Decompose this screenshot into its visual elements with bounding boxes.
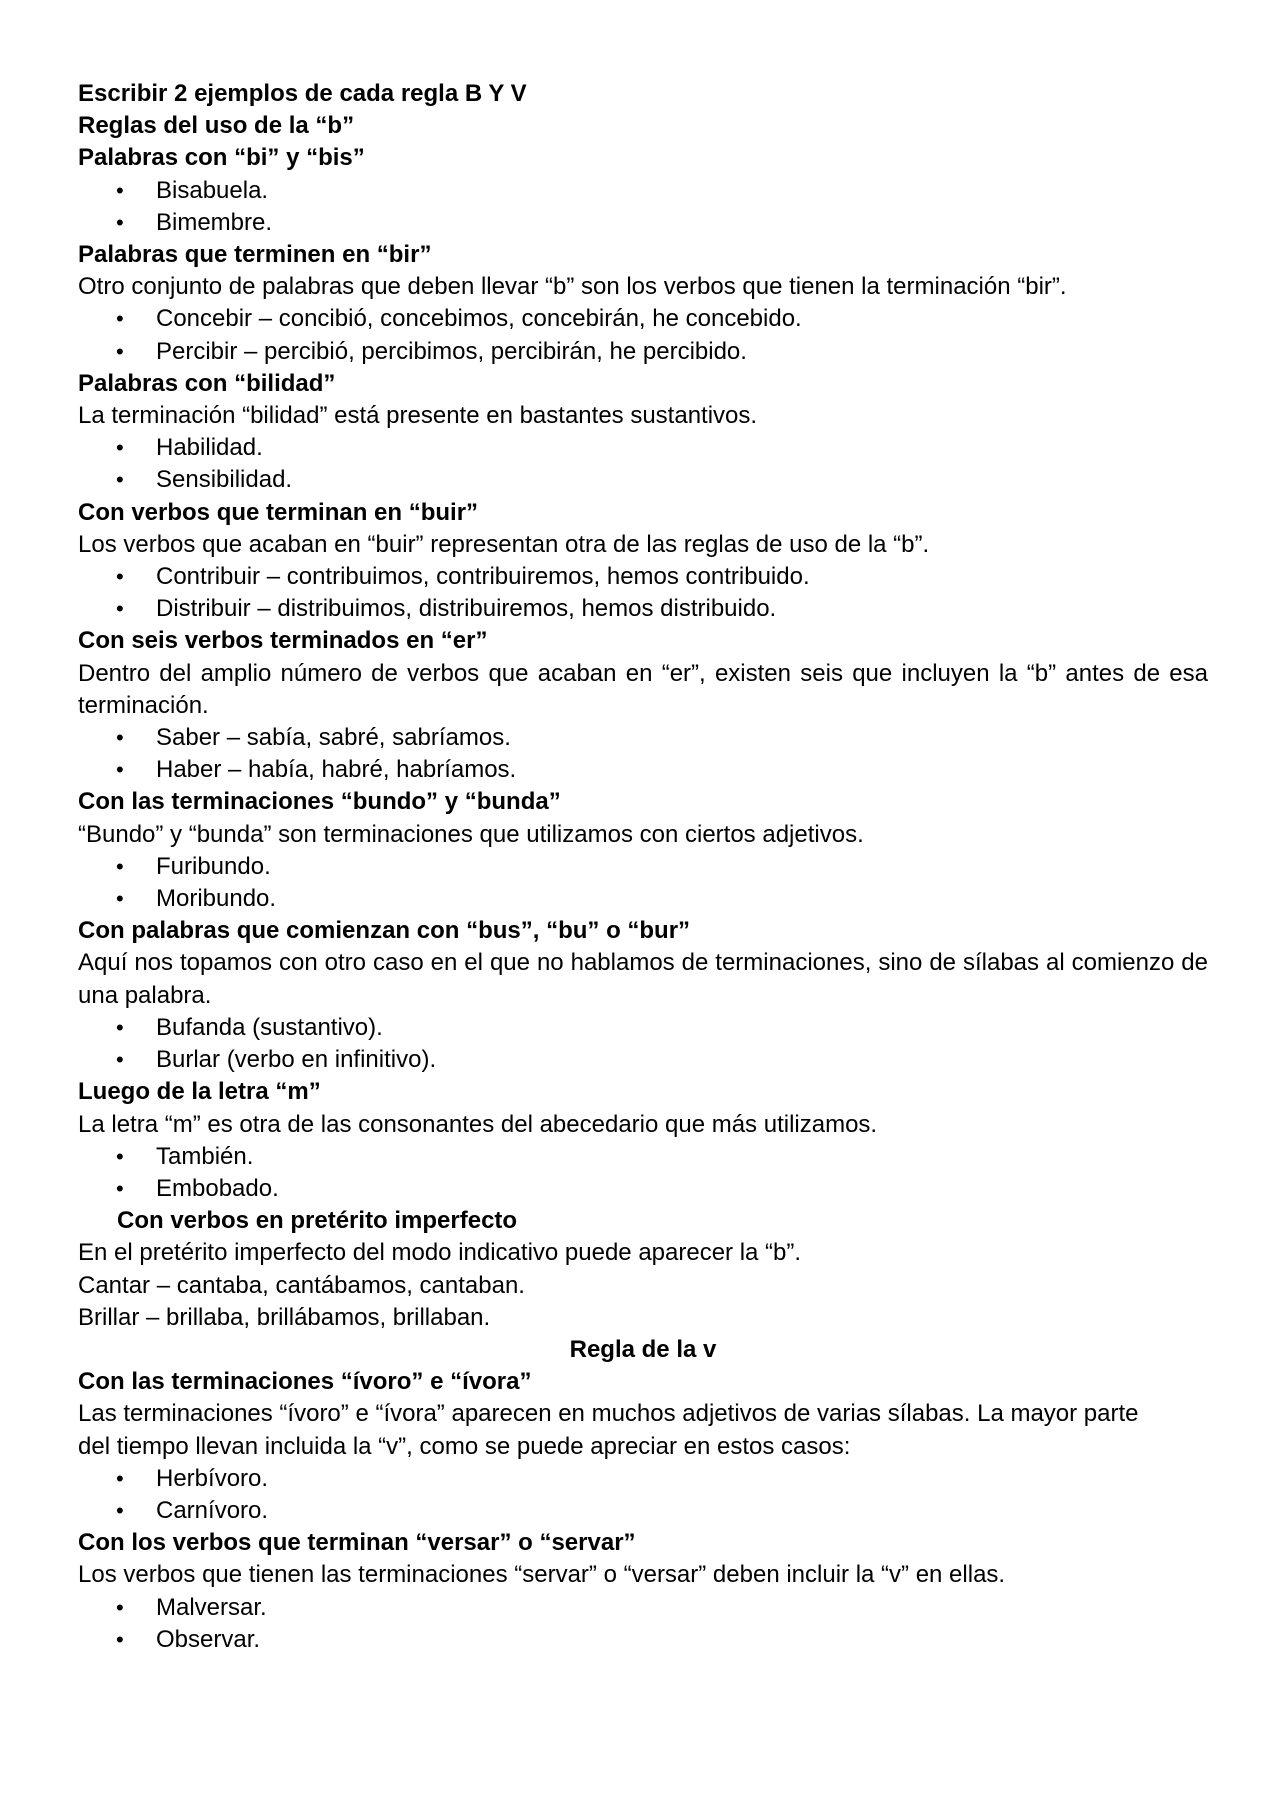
list-item (78, 207, 1208, 239)
example-list (78, 1463, 1208, 1527)
section-heading: Con las terminaciones “ívoro” e “ívora” (78, 1368, 532, 1396)
list-item (78, 303, 1208, 335)
section-heading: Luego de la letra “m” (78, 1078, 321, 1106)
example-list (78, 851, 1208, 915)
example-list (78, 722, 1208, 786)
section-text: La terminación “bilidad” está presente en bastantes sustantivos. (78, 402, 758, 430)
list-item-text: Carnívoro. (156, 1496, 269, 1524)
list-item-text: También. (156, 1142, 254, 1170)
bullet-icon: • (116, 209, 124, 235)
bullet-icon: • (116, 177, 124, 203)
b-rules-heading: Reglas del uso de la “b” (78, 112, 355, 140)
list-item-text: Embobado. (156, 1174, 279, 1202)
section-heading: Con las terminaciones “bundo” y “bunda” (78, 788, 561, 816)
example-list (78, 561, 1208, 625)
bullet-icon: • (116, 1014, 124, 1040)
section-heading: Con los verbos que terminan “versar” o “servar” (78, 1529, 636, 1557)
list-item-text: Malversar. (156, 1593, 267, 1621)
list-item-text: Distribuir – distribuimos, distribuiremos, hemos distribuido. (156, 595, 777, 623)
bullet-icon: • (116, 757, 124, 783)
list-item (78, 1012, 1208, 1044)
list-item-text: Furibundo. (156, 852, 271, 880)
example-line: Cantar – cantaba, cantábamos, cantaban. (78, 1271, 525, 1299)
example-list (78, 1012, 1208, 1076)
list-item-text: Haber – había, habré, habríamos. (156, 756, 517, 784)
example-list (78, 432, 1208, 496)
section-heading: Palabras con “bilidad” (78, 369, 336, 397)
list-item-text: Herbívoro. (156, 1464, 269, 1492)
section-text: En el pretérito imperfecto del modo indicativo puede aparecer la “b”. (78, 1239, 802, 1267)
bullet-icon: • (116, 306, 124, 332)
list-item (78, 883, 1208, 915)
list-item-text: Concebir – concibió, concebimos, concebirán, he concebido. (156, 305, 802, 333)
bullet-icon: • (116, 1626, 124, 1652)
list-item-text: Percibir – percibió, percibimos, percibirán, he percibido. (156, 337, 747, 365)
example-list (78, 175, 1208, 239)
list-item (78, 722, 1208, 754)
section-text: Aquí nos topamos con otro caso en el que no hablamos de terminaciones, sino de sílabas al comienzo de una palabra. (78, 949, 1208, 1009)
list-item-text: Moribundo. (156, 885, 277, 913)
bullet-icon: • (116, 1143, 124, 1169)
bullet-icon: • (116, 338, 124, 364)
section-heading: Con verbos en pretérito imperfecto (117, 1207, 518, 1235)
section-text: Dentro del amplio número de verbos que acaban en “er”, existen seis que incluyen la “b” antes de esa terminación. (78, 659, 1208, 719)
section-heading: Palabras que terminen en “bir” (78, 241, 432, 269)
section-text: La letra “m” es otra de las consonantes del abecedario que más utilizamos. (78, 1110, 878, 1138)
bullet-icon: • (116, 1175, 124, 1201)
bullet-icon: • (116, 467, 124, 493)
bullet-icon: • (116, 725, 124, 751)
example-list (78, 1141, 1208, 1205)
section-heading: Con seis verbos terminados en “er” (78, 627, 488, 655)
list-item (78, 1173, 1208, 1205)
bullet-icon: • (116, 853, 124, 879)
bullet-icon: • (116, 1465, 124, 1491)
list-item (78, 336, 1208, 368)
section-text: Los verbos que acaban en “buir” representan otra de las reglas de uso de la “b”. (78, 530, 930, 558)
list-item (78, 851, 1208, 883)
list-item-text: Bisabuela. (156, 176, 269, 204)
bullet-icon: • (116, 886, 124, 912)
list-item-text: Habilidad. (156, 434, 263, 462)
list-item (78, 432, 1208, 464)
list-item (78, 754, 1208, 786)
section-heading: Palabras con “bi” y “bis” (78, 144, 365, 172)
example-list (78, 303, 1208, 367)
v-rules-heading: Regla de la v (569, 1335, 717, 1363)
example-line: Brillar – brillaba, brillábamos, brillaban. (78, 1303, 491, 1331)
bullet-icon: • (116, 1594, 124, 1620)
list-item-text: Contribuir – contribuimos, contribuiremos, hemos contribuido. (156, 563, 810, 591)
list-item (78, 1495, 1208, 1527)
list-item (78, 593, 1208, 625)
bullet-icon: • (116, 1497, 124, 1523)
section-text: Las terminaciones “ívoro” e “ívora” aparecen en muchos adjetivos de varias sílabas. La mayor parte del tiempo llevan incluida la “v”, como se puede apreciar en estos casos: (78, 1400, 1139, 1460)
bullet-icon: • (116, 596, 124, 622)
section-heading: Con verbos que terminan en “buir” (78, 498, 479, 526)
list-item-text: Sensibilidad. (156, 466, 293, 494)
list-item (78, 464, 1208, 496)
list-item-text: Bimembre. (156, 208, 273, 236)
list-item (78, 1624, 1208, 1656)
bullet-icon: • (116, 564, 124, 590)
section-text: Los verbos que tienen las terminaciones “servar” o “versar” deben incluir la “v” en ellas. (78, 1561, 1006, 1589)
list-item (78, 1044, 1208, 1076)
list-item (78, 1141, 1208, 1173)
section-text: Otro conjunto de palabras que deben llevar “b” son los verbos que tienen la terminación “bir”. (78, 273, 1067, 301)
list-item-text: Saber – sabía, sabré, sabríamos. (156, 724, 511, 752)
list-item-text: Bufanda (sustantivo). (156, 1013, 383, 1041)
document-body (78, 78, 1208, 1656)
bullet-icon: • (116, 1047, 124, 1073)
section-heading: Con palabras que comienzan con “bus”, “bu” o “bur” (78, 917, 691, 945)
document-title: Escribir 2 ejemplos de cada regla B Y V (78, 80, 527, 107)
bullet-icon: • (116, 435, 124, 461)
list-item-text: Burlar (verbo en infinitivo). (156, 1046, 437, 1074)
list-item (78, 175, 1208, 207)
list-item (78, 561, 1208, 593)
list-item (78, 1592, 1208, 1624)
list-item (78, 1463, 1208, 1495)
list-item-text: Observar. (156, 1625, 261, 1653)
section-text: “Bundo” y “bunda” son terminaciones que utilizamos con ciertos adjetivos. (78, 820, 864, 848)
example-list (78, 1592, 1208, 1656)
